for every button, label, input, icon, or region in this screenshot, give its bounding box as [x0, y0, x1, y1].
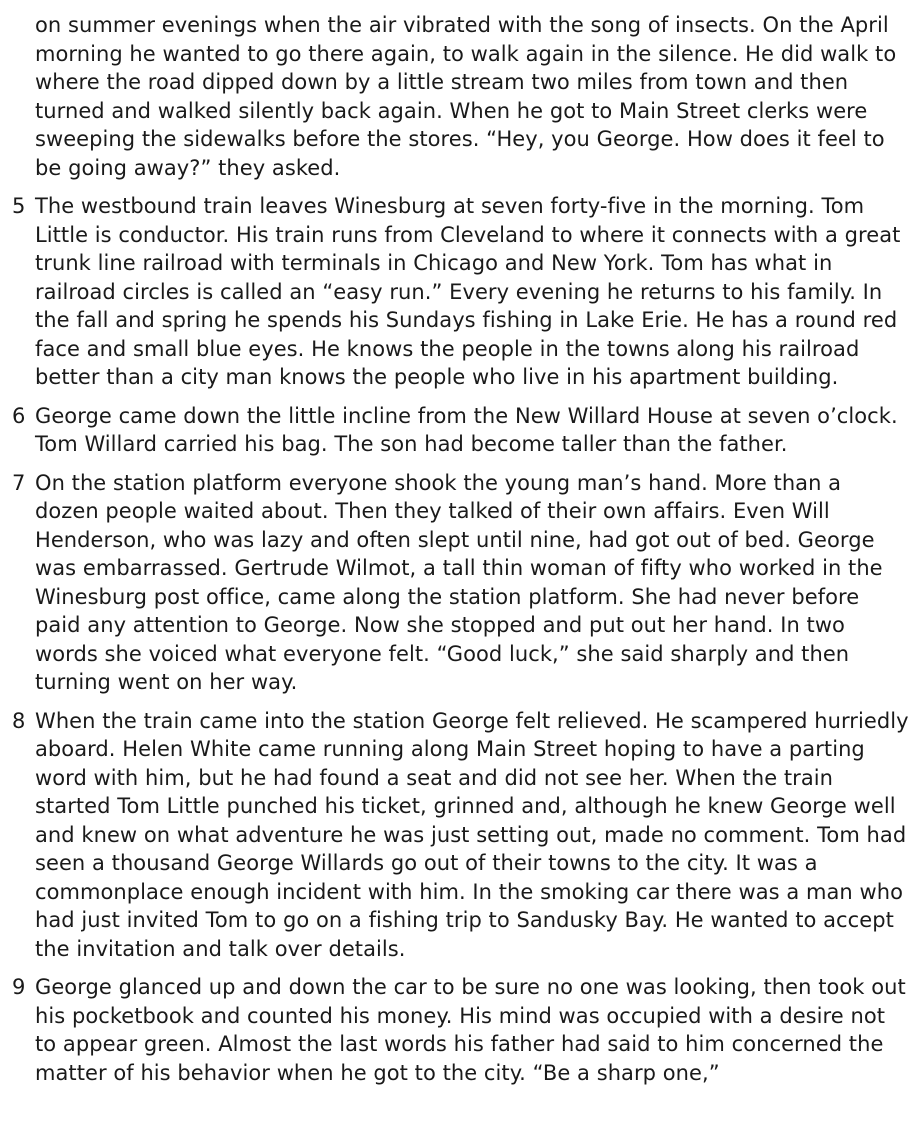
paragraph-text: The westbound train leaves Winesburg at seven forty-five in the morning. Tom Little is conductor. His train runs from Cleveland to where it connects with a great trunk line railroad with terminals in Chicago and New York. Tom has what in railroad circles is called an “easy run.” Every evening he returns to his family. In the fall and spring he spends his Sundays fishing in Lake Erie. He has a round red face and small blue eyes. He knows the people in the towns along his railroad better than a city man knows the people who live in his apartment building.	[35, 194, 901, 389]
paragraph-number: 5	[12, 194, 26, 218]
paragraph-text: On the station platform everyone shook the young man’s hand. More than a dozen people waited about. Then they talked of their own affairs. Even Will Henderson, who was lazy and often slept until nine, had got out of bed. George was embarrassed. Gertrude Wilmot, a tall thin woman of fifty who worked in the Winesburg post office, came along the station platform. She had never before paid any attention to George. Now she stopped and put out her hand. In two words she voiced what everyone felt. “Good luck,” she said sharply and then turning went on her way.	[35, 470, 883, 694]
paragraph-number: 8	[12, 708, 26, 733]
paragraph	[0, 469, 924, 697]
paragraph	[0, 707, 924, 964]
paragraph-text: George glanced up and down the car to be sure no one was looking, then took out his pocketbook and counted his money. His mind was occupied with a desire not to appear green. Almost the last words his father had said to him concerned the matter of his behavior when he got to the city. “Be a sharp one,”	[35, 975, 906, 1085]
paragraph-number: 9	[12, 975, 26, 999]
paragraph-number: 6	[12, 403, 26, 428]
paragraph-text: George came down the little incline from the New Willard House at seven o’clock. Tom Willard carried his bag. The son had become taller than the father.	[35, 403, 898, 456]
paragraph-text: on summer evenings when the air vibrated with the song of insects. On the April morning he wanted to go there again, to walk again in the silence. He did walk to where the road dipped down by a little stream two miles from town and then turned and walked silently back again. When he got to Main Street clerks were sweeping the sidewalks before the stores. “Hey, you George. How does it feel to be going away?” they asked.	[35, 13, 897, 180]
paragraph-text: When the train came into the station George felt relieved. He scampered hurriedly aboard. Helen White came running along Main Street hoping to have a parting word with him, but he had found a seat and did not see her. When the train started Tom Little punched his ticket, grinned and, although he knew George well and knew on what adventure he was just setting out, made no comment. Tom had seen a thousand George Willards go out of their towns to the city. It was a commonplace enough incident with him. In the smoking car there was a man who had just invited Tom to go on a fishing trip to Sandusky Bay. He wanted to accept the invitation and talk over details.	[35, 708, 909, 961]
paragraph	[0, 973, 924, 1087]
paragraph-number: 7	[12, 470, 26, 495]
paragraph	[0, 192, 924, 392]
document-body	[0, 11, 924, 1097]
paragraph	[0, 402, 924, 459]
paragraph	[0, 11, 924, 182]
